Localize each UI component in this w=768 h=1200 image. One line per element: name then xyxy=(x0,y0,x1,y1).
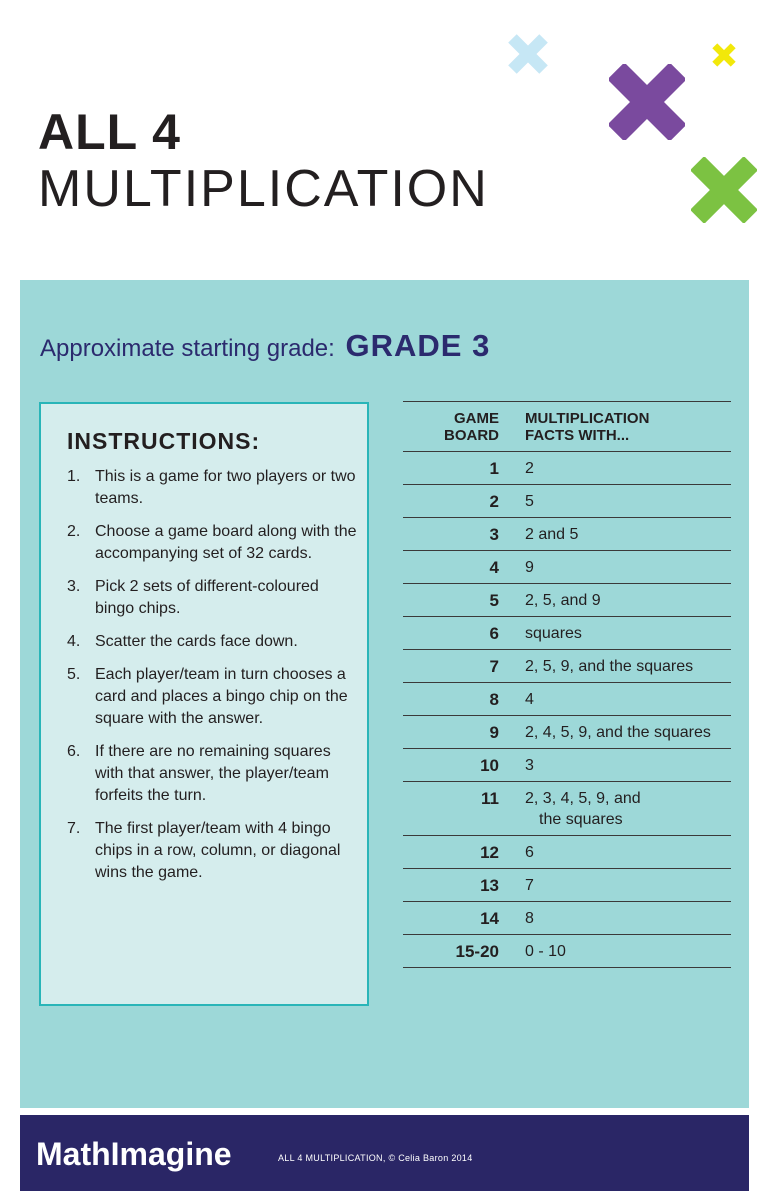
table-row xyxy=(403,617,731,650)
facts-cell: 8 xyxy=(525,902,731,935)
header-game-board-line-1: GAME xyxy=(454,410,499,427)
light-blue-cross-icon xyxy=(508,34,548,74)
table-row xyxy=(403,716,731,749)
facts-cell: 3 xyxy=(525,749,731,782)
footer-bar xyxy=(20,1115,749,1191)
board-number: 7 xyxy=(403,650,525,683)
table-row xyxy=(403,836,731,869)
facts-cell: 5 xyxy=(525,485,731,518)
facts-cell: 2 and 5 xyxy=(525,518,731,551)
instruction-text: This is a game for two players or two teams. xyxy=(95,468,356,507)
table-row xyxy=(403,782,731,836)
header-multiplication-facts xyxy=(525,402,731,452)
game-board-table xyxy=(403,401,731,968)
board-number: 11 xyxy=(403,782,525,836)
facts-cell: 4 xyxy=(525,683,731,716)
instruction-item xyxy=(67,576,357,620)
table-row xyxy=(403,485,731,518)
board-number: 1 xyxy=(403,452,525,485)
grade-line xyxy=(40,326,490,369)
instruction-number: 6. xyxy=(67,743,81,760)
instruction-item xyxy=(67,466,357,510)
instruction-number: 2. xyxy=(67,523,81,540)
header-game-board xyxy=(403,402,525,452)
title-line-1: ALL 4 xyxy=(38,104,181,160)
instruction-number: 3. xyxy=(67,578,81,595)
board-number: 15-20 xyxy=(403,935,525,968)
info-panel xyxy=(20,280,749,1108)
table-row xyxy=(403,584,731,617)
instructions-title: INSTRUCTIONS: xyxy=(67,428,261,454)
board-number: 12 xyxy=(403,836,525,869)
board-number: 14 xyxy=(403,902,525,935)
instruction-number: 5. xyxy=(67,666,81,683)
facts-line-1: 2, 3, 4, 5, 9, and xyxy=(525,790,641,807)
board-number: 3 xyxy=(403,518,525,551)
facts-cell: 2, 5, 9, and the squares xyxy=(525,650,731,683)
instruction-text: If there are no remaining squares with that answer, the player/team forfeits the turn. xyxy=(95,743,331,804)
board-number: 10 xyxy=(403,749,525,782)
board-number: 5 xyxy=(403,584,525,617)
instruction-text: Pick 2 sets of different-coloured bingo chips. xyxy=(95,578,319,617)
board-number: 13 xyxy=(403,869,525,902)
table-row xyxy=(403,518,731,551)
brand-logo: MathImagine xyxy=(36,1136,232,1172)
facts-line-2: the squares xyxy=(539,811,623,828)
purple-cross-icon xyxy=(609,64,685,140)
facts-cell: 2 xyxy=(525,452,731,485)
board-number: 4 xyxy=(403,551,525,584)
header-game-board-line-2: BOARD xyxy=(444,427,499,444)
facts-cell: 2, 5, and 9 xyxy=(525,584,731,617)
table-row xyxy=(403,749,731,782)
facts-cell: 2, 4, 5, 9, and the squares xyxy=(525,716,731,749)
table-row xyxy=(403,650,731,683)
header-facts-line-2: FACTS WITH... xyxy=(525,427,630,444)
table-header-row xyxy=(403,402,731,452)
instruction-text: Scatter the cards face down. xyxy=(95,633,298,650)
yellow-cross-icon xyxy=(712,43,736,67)
title-line-2: MULTIPLICATION xyxy=(38,160,489,218)
instruction-text: Each player/team in turn chooses a card and places a bingo chip on the square with the answer. xyxy=(95,666,348,727)
instruction-text: Choose a game board along with the accompanying set of 32 cards. xyxy=(95,523,357,562)
instructions-list xyxy=(67,466,357,895)
instruction-text: The first player/team with 4 bingo chips in a row, column, or diagonal wins the game. xyxy=(95,820,341,881)
facts-cell: 9 xyxy=(525,551,731,584)
facts-cell: 7 xyxy=(525,869,731,902)
table-row xyxy=(403,869,731,902)
board-number: 2 xyxy=(403,485,525,518)
header-facts-line-1: MULTIPLICATION xyxy=(525,410,650,427)
table-row xyxy=(403,452,731,485)
instruction-item xyxy=(67,664,357,730)
board-number: 9 xyxy=(403,716,525,749)
facts-cell xyxy=(525,782,731,836)
table-row xyxy=(403,902,731,935)
instruction-item xyxy=(67,631,357,653)
facts-cell: 6 xyxy=(525,836,731,869)
facts-cell: squares xyxy=(525,617,731,650)
instruction-number: 4. xyxy=(67,633,81,650)
instruction-item xyxy=(67,521,357,565)
board-number: 8 xyxy=(403,683,525,716)
grade-value: GRADE 3 xyxy=(345,328,491,363)
table-row xyxy=(403,935,731,968)
copyright-credit: ALL 4 MULTIPLICATION, © Celia Baron 2014 xyxy=(278,1153,473,1163)
instruction-item xyxy=(67,818,357,884)
table-row xyxy=(403,683,731,716)
facts-cell: 0 - 10 xyxy=(525,935,731,968)
grade-label: Approximate starting grade: xyxy=(40,335,335,362)
instruction-item xyxy=(67,741,357,807)
instruction-number: 1. xyxy=(67,468,81,485)
board-number: 6 xyxy=(403,617,525,650)
table-row xyxy=(403,551,731,584)
green-cross-icon xyxy=(691,157,757,223)
instructions-box xyxy=(39,402,369,1006)
instruction-number: 7. xyxy=(67,820,81,837)
